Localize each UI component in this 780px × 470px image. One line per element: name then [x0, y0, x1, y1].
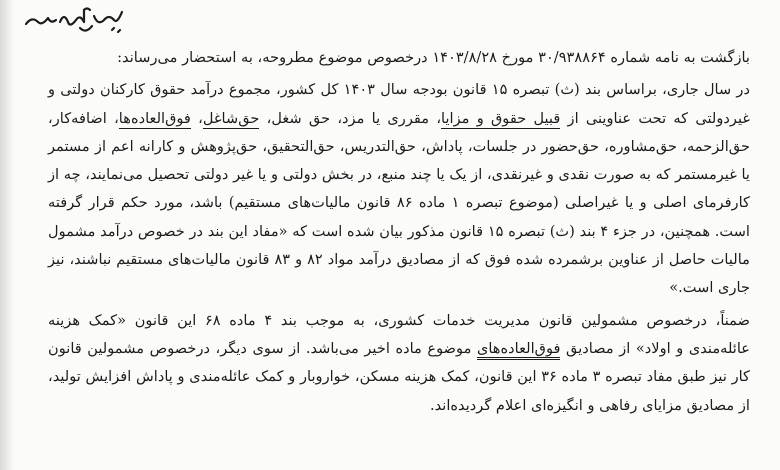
paragraph-text: بازگشت به نامه شماره ۳۰/۹۳۸۸۶۴ مورخ ۱۴۰۳/۸/۲۸ درخصوص موضوع مطروحه، به استحضار می‌رساند:: [117, 49, 750, 66]
double-underlined-term: فوق‌العاده‌های: [477, 340, 561, 360]
paragraph-text: ، مقرری یا مزد، حق شغل،: [259, 109, 442, 127]
underlined-term: قبیل حقوق و مزایا: [441, 109, 561, 127]
paragraph-text: ضمناً، درخصوص مشمولین قانون مدیریت خدمات کشوری، به موجب بند ۴ ماده ۶۸ این قانون «کمک هزینه عائله‌مندی و اولاد» از مصادیق: [48, 311, 751, 357]
paragraph-text: ،: [190, 109, 203, 127]
underlined-term: فوق‌العاده‌ها: [118, 109, 191, 127]
underlined-term: حق‌شاغل: [202, 109, 260, 127]
paragraph-text: ، اضافه‌کار، حق‌الزحمه، حق‌مشاوره، حق‌حضور در جلسات، پاداش، حق‌التدریس، حق‌التحقیق، حق‌پژوهش و کارانه اعم از مستمر یا غیرمستمر که به صورت نقدی و غیرنقدی، از یک یا چند منبع، در بخش دولتی و یا غیر دولتی تحصیل می‌نمایند، چه از کارفرمای اصلی و یا غیراصلی (موضوع تبصره ۱ ماده ۸۶ قانون مالیات‌های مستقیم) باشد، مورد حکم قرار گرفته است. همچنین، در جزء ۴ بند (ث) تبصره ۱۵ قانون مذکور بیان شده است که «مفاد این بند در خصوص درآمد مشمول مالیات حاصل از عناوین برشمرده شده فوق که از مصادیق درآمد مواد ۸۲ و ۸۳ قانون مالیات‌های مستقیم نباشند، نیز جاری است.»: [48, 109, 750, 297]
paragraph-text: موضوع ماده اخیر می‌باشد. از سوی دیگر، درخصوص مشمولین قانون کار نیز طبق مفاد تبصره ۳ ماده ۳۶ این قانون، کمک هزینه مسکن، خواروبار و کمک عائله‌مندی و پاداش افزایش تولید، از مصادیق مزایای رفاهی و انگیزه‌ای اعلام گردیده‌اند.: [48, 339, 751, 414]
paragraph-text: در سال جاری، براساس بند (ث) تبصره ۱۵ قانون بودجه سال ۱۴۰۳ کل کشور، مجموع درآمد حقوق کارکنان دولتی و غیردولتی که تحت عناوینی از: [48, 81, 751, 127]
handwritten-salutation: [22, 2, 128, 44]
letter-body: [48, 44, 750, 420]
letter-paragraph: [48, 76, 750, 302]
letter-paragraph: [48, 307, 750, 420]
letter-paragraph: [48, 44, 750, 72]
scan-shadow-edge: [0, 0, 14, 470]
